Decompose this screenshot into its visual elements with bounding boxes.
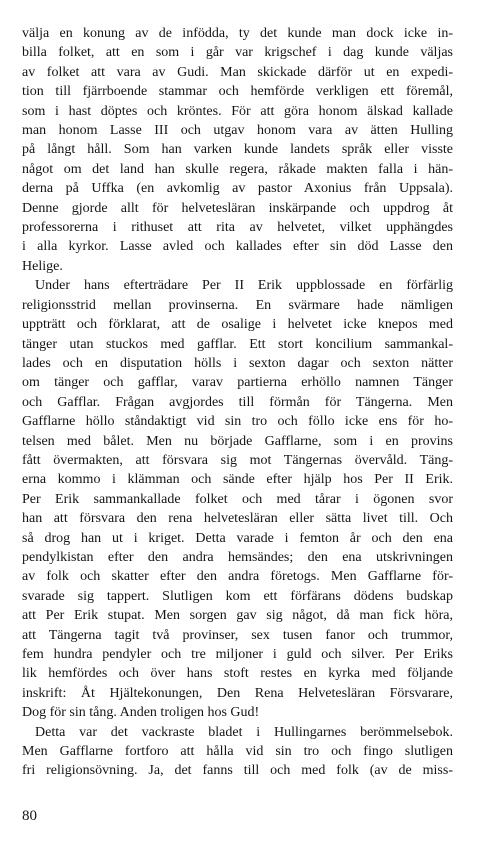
text-line: att Per Erik stupat. Men sorgen gav sig något, då man fick höra, <box>22 608 453 624</box>
text-line: inskrift: Åt Hjältekonungen, Den Rena Helvetesläran Försvarare, <box>22 685 453 701</box>
text-line: så drog han ut i kriget. Detta varade i femton år och den ena <box>22 530 453 546</box>
text-line: erna kommo i klämman och sände efter hjälp hos Per II Erik. <box>22 472 453 488</box>
text-line: som i hast döptes och kröntes. För att göra honom älskad kallade <box>22 103 453 119</box>
text-line: Per Erik sammankallade folket och med tårar i ögonen svor <box>22 491 453 507</box>
text-line: och Gafflar. Frågan avgjordes till förmån för Tängerna. Men <box>22 394 453 410</box>
text-line: lik hemfördes och över hans stoft restes en kyrka med följande <box>22 666 453 682</box>
text-line: i alla kyrkor. Lasse avled och kallades efter sin död Lasse den <box>22 239 453 255</box>
text-line: billa folket, att en som i går var krigschef i dag kunde väljas <box>22 45 453 61</box>
text-line: på långt håll. Som han varken kunde landets språk eller visste <box>22 142 453 158</box>
text-line: välja en konung av de infödda, ty det kunde man dock icke in- <box>22 26 453 41</box>
text-line: uppträtt och förklarat, att de osalige i helvetet icke knepos med <box>22 317 453 333</box>
text-line: tänger utan stuckos med gafflar. Ett stort koncilium sammankal- <box>22 336 453 352</box>
text-line: pendylkistan efter den andra hemsändes; den ena utskrivningen <box>22 549 453 565</box>
text-line: telsen med bålet. Men nu började Gafflarne, som i en provins <box>22 433 453 449</box>
text-line: om tänger och gafflar, varav partierna erhöllo namnen Tänger <box>22 375 453 391</box>
text-line: Gafflarne höllo ståndaktigt vid sin tro och föllo icke ens för ho- <box>22 414 453 430</box>
text-line: tion till fjärrboende stammar och hemförde verkligen ett föremål, <box>22 84 453 100</box>
text-line: religionsstrid mellan provinserna. En svärmare hade nämligen <box>22 297 453 313</box>
text-line: lades och en disputation hölls i sexton dagar och sexton nätter <box>22 355 453 371</box>
text-line: att Tängerna tagit två provinser, sex tusen fanor och trummor, <box>22 627 453 643</box>
text-line: derna på Uffka (en avkomlig av pastor Axonius från Uppsala). <box>22 181 453 197</box>
page-number: 80 <box>22 808 37 824</box>
text-line: professorerna i rithuset att rita av helvetet, vilket upphängdes <box>22 220 453 236</box>
text-line: fem hundra pendyler och tre miljoner i guld och silver. Per Eriks <box>22 647 453 662</box>
text-line: man honom Lasse III och utgav honom vara av ätten Hulling <box>22 123 453 139</box>
text-line: han att försvara den rena helvetesläran eller sätta livet till. Och <box>22 511 453 527</box>
text-line: svarade sig tappert. Slutligen kom ett förfärans dödens budskap <box>22 588 453 604</box>
text-line: Men Gafflarne fortforo att hålla vid sin tro och fingo slutligen <box>22 744 453 760</box>
text-line: fri religionsövning. Ja, det fanns till och med folk (av de miss- <box>22 763 453 779</box>
paragraph-first-line: Under hans efterträdare Per II Erik uppblossade en förfärlig <box>35 278 453 294</box>
body-text <box>22 24 453 781</box>
text-line: av folket att vara av Gudi. Man skickade därför ut en expedi- <box>22 64 453 80</box>
text-line: något om det land han skulle regera, råkade makten falla i hän- <box>22 161 453 177</box>
text-line: Helige. <box>22 258 63 274</box>
text-line: fått övermakten, att försvara sig mot Tängernas övervåld. Täng- <box>22 452 453 468</box>
text-line: Dog för sin tång. Anden troligen hos Gud! <box>22 705 260 721</box>
paragraph-first-line: Detta var det vackraste bladet i Hullingarnes berömmelsebok. <box>35 724 453 740</box>
text-line: Denne gjorde allt för helvetesläran inskärpande och uppdrog åt <box>22 200 453 216</box>
text-line: av folk och skatter efter den andra företogs. Men Gafflarne för- <box>22 569 453 585</box>
